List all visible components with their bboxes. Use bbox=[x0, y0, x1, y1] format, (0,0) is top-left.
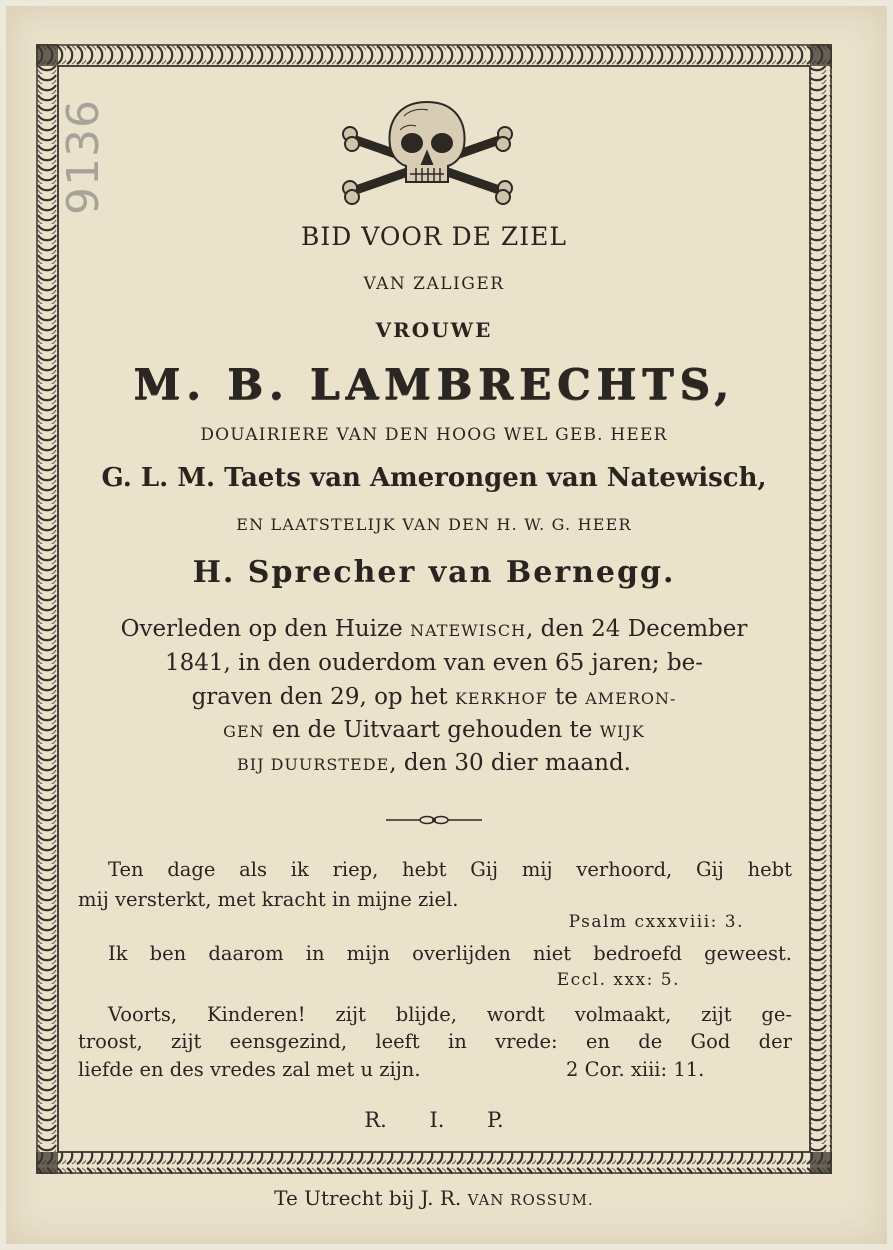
first-husband-title: DOUAIRIERE VAN DEN HOOG WEL GEB. HEER bbox=[200, 425, 668, 445]
verse-line-3: Ik ben daarom in mijn overlijden niet bedroefd geweest. bbox=[108, 942, 792, 965]
first-husband-name: G. L. M. Taets van Amerongen van Natewisch, bbox=[101, 463, 767, 493]
van-zaliger-line: VAN ZALIGER bbox=[363, 274, 505, 294]
rip-line: R. I. P. bbox=[364, 1108, 504, 1132]
verse-line-1: Ten dage als ik riep, hebt Gij mij verhoord, Gij hebt bbox=[108, 858, 792, 881]
divider-flourish-icon bbox=[384, 813, 484, 827]
verse-line-6: liefde en des vredes zal met u zijn. 2 Cor. xiii: 11. bbox=[78, 1058, 705, 1081]
verse-reference-eccl: Eccl. xxx: 5. bbox=[556, 970, 680, 990]
verse-line-5: troost, zijt eensgezind, leeft in vrede: en de God der bbox=[78, 1030, 792, 1053]
deceased-name: M. B. LAMBRECHTS, bbox=[133, 360, 735, 409]
notice-line-5: BIJ DUURSTEDE, den 30 dier maand. bbox=[237, 750, 631, 776]
skull-and-crossbones-icon bbox=[340, 96, 515, 208]
second-husband-name: H. Sprecher van Bernegg. bbox=[192, 555, 676, 590]
verse-line-2: mij versterkt, met kracht in mijne ziel. bbox=[78, 888, 459, 911]
notice-line-3: graven den 29, op het KERKHOF te AMERON- bbox=[191, 684, 677, 710]
verse-line-4: Voorts, Kinderen! zijt blijde, wordt volmaakt, zijt ge- bbox=[108, 1003, 792, 1026]
second-husband-title: EN LAATSTELIJK VAN DEN H. W. G. HEER bbox=[236, 515, 632, 534]
verse-reference-psalm: Psalm cxxxviii: 3. bbox=[568, 912, 744, 932]
prayer-heading: BID VOOR DE ZIEL bbox=[301, 222, 567, 251]
vrouwe-line: VROUWE bbox=[375, 318, 493, 342]
notice-line-4: GEN en de Uitvaart gehouden te WIJK bbox=[223, 717, 645, 743]
verse-reference-cor: 2 Cor. xiii: 11. bbox=[566, 1058, 705, 1081]
notice-line-1: Overleden op den Huize NATEWISCH, den 24 December bbox=[120, 616, 748, 642]
notice-line-2: 1841, in den ouderdom van even 65 jaren; be- bbox=[165, 650, 703, 676]
printer-imprint: Te Utrecht bij J. R. VAN ROSSUM. bbox=[274, 1186, 594, 1210]
archive-number: 9136 bbox=[58, 99, 109, 215]
